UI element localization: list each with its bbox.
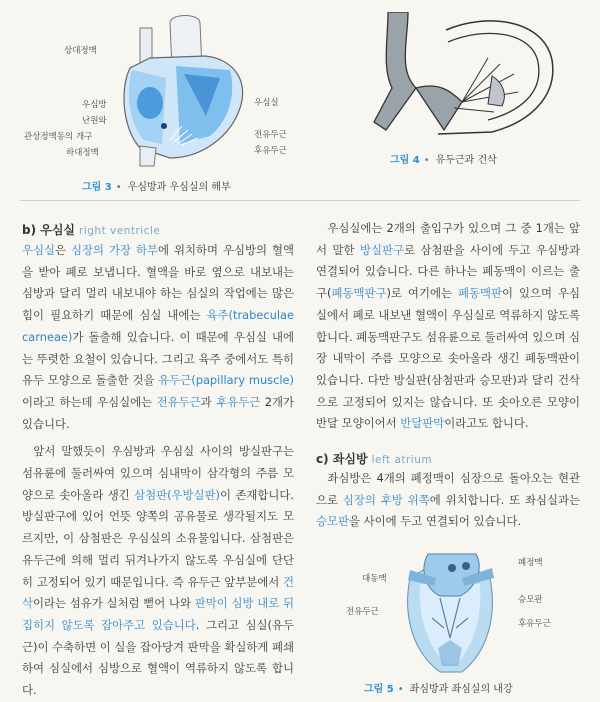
fig5-caption — [364, 680, 513, 695]
right-column-text — [316, 218, 580, 435]
caption-bullet-icon: • — [397, 684, 404, 695]
highlight-term: 폐동맥판구 — [331, 286, 387, 301]
fig5-label-ap: 전유두근 — [346, 607, 379, 617]
text-run: 이라고 하는데 우심실에는 — [22, 394, 157, 409]
highlight-term: 건삭 — [22, 574, 294, 611]
highlight-term: 심장의 후방 위쪽 — [342, 492, 430, 507]
figure-4-papillary-muscle — [368, 12, 558, 140]
text-run: 좌심방은 4개의 폐정맥이 심장으로 돌아오는 현관으로 — [316, 471, 580, 507]
figure-5-left-heart — [400, 548, 500, 676]
text-run: 에 위치하며 우심방의 혈액을 받아 폐로 보냅니다. 혈액을 바로 옆으로 내보내는 심방과 달리 멀리 내보내야 하는 심실의 작업에는 많은 힘이 필요하기 때문에 심실 내에는 — [22, 243, 295, 323]
fig4-caption — [390, 151, 497, 166]
fig4-caption-number: 그림 4 — [390, 155, 420, 166]
highlight-term: 판막이 심방 내로 뒤집히지 않도록 잡아주고 있습니다 — [22, 596, 294, 632]
section-c-heading — [316, 450, 432, 467]
highlight-term: 심장의 가장 하부 — [71, 243, 159, 257]
highlight-term: 반달판막 — [400, 416, 445, 431]
highlight-term: 삼첨판(우방실판) — [134, 487, 220, 502]
text-run: . 그리고 심실(유두근)이 수축하면 이 실을 잡아당겨 판막을 확실하게 폐쇄하여 심실에서 심방으로 혈액이 역류하지 않도록 합니다. — [22, 617, 294, 698]
text-run: )로 여기에는 — [386, 286, 458, 301]
text-run: 가 돌출해 있습니다. 이 때문에 우심실 내에는 뚜렷한 요철이 있습니다. 그리고 육주 중에서도 특히 유두 모양으로 돌출한 것을 — [22, 329, 294, 388]
text-run: 에 위치합니다. 또 좌심실과는 — [429, 492, 580, 507]
fig3-label-ra: 우심방 — [82, 100, 107, 110]
section-b-heading — [22, 221, 160, 238]
fig3-label-cs: 관상정맥동의 개구 — [24, 132, 93, 142]
fig3-caption-text: 우심방과 우심실의 해부 — [127, 182, 231, 193]
fig5-label-mv: 승모판 — [518, 595, 543, 605]
left-column-text — [22, 240, 294, 702]
fig3-label-svc: 상대정맥 — [64, 46, 97, 56]
section-c-english: left atrium — [371, 454, 433, 466]
figure-3-heart-anatomy — [110, 8, 260, 168]
text-run: 우심실에는 2개의 출입구가 있으며 그 중 1개는 앞서 말한 — [316, 221, 580, 257]
fig5-caption-text: 좌심방과 좌심실의 내강 — [409, 684, 513, 695]
fig3-caption-number: 그림 3 — [82, 182, 112, 193]
text-run: 앞서 말했듯이 우심방과 우심실 사이의 방실판구는 섬유륜에 둘러싸여 있으며 심내막이 삼각형의 주름 모양으로 솟아올라 생긴 — [22, 444, 294, 502]
section-c-title: c) 좌심방 — [316, 452, 368, 466]
highlight-term: 후유두근 — [216, 394, 261, 409]
caption-bullet-icon: • — [115, 182, 122, 193]
text-run: 로 삼첨판을 사이에 두고 우심방과 연결되어 있습니다. 다른 하나는 폐동맥이 이르는 출구( — [316, 242, 580, 301]
right-column-text-2 — [316, 468, 580, 533]
right-paragraph-2 — [316, 468, 580, 533]
highlight-term: 방실판구 — [359, 242, 404, 257]
caption-bullet-icon: • — [423, 155, 430, 166]
fig5-caption-number: 그림 5 — [364, 684, 394, 695]
left-paragraph-1 — [22, 240, 294, 435]
highlight-term: 승모판 — [316, 514, 350, 529]
fig3-label-pp: 후유두근 — [254, 146, 287, 156]
top-divider — [20, 200, 580, 201]
section-b-title: b) 우심실 — [22, 223, 76, 237]
text-run: 은 — [55, 243, 72, 257]
fig3-label-ap: 전유두근 — [254, 130, 287, 140]
text-run: 2개가 있습니다. — [22, 394, 295, 431]
text-run: 과 — [200, 394, 217, 409]
highlight-term: 우심실 — [22, 243, 56, 257]
highlight-term: 폐동맥판 — [457, 286, 502, 301]
highlight-term: 육주(trabeculae carneae) — [22, 308, 294, 344]
highlight-term: 유두근(papillary muscle) — [158, 373, 294, 388]
text-run: 이 존재합니다. 방실판구에 있어 언뜻 양쪽의 공유물로 생각될지도 모르지만, 이 삼첨판은 우심실의 소유물입니다. 삼첨판은 유두근에 의해 멀리 뒤겨나가지 않도록 우심실에 단단히 고정되어 있기 때문입니다. 즉 유두근 앞부분에서 — [22, 487, 294, 589]
section-b-english: right ventricle — [79, 225, 161, 237]
text-run: 이라고도 합니다. — [444, 416, 529, 431]
text-run: 이 있으며 우심실에서 폐로 내보낸 혈액이 우심실로 역류하지 않도록 합니다. 폐동맥판구도 섬유륜으로 둘러싸여 있으며 심장 내막이 주름 모양으로 솟아올라 생긴 폐동맥판이 있습니다. 다만 방실판(삼첨판과 승모판)과 달리 건삭으로 고정되어 있지는 않습니다. 또 솟아오른 모양이 반달 모양이어서 — [316, 286, 580, 431]
fig5-label-ao: 대동맥 — [362, 574, 387, 584]
text-run: 이라는 섬유가 실처럼 뻗어 나와 — [33, 596, 195, 611]
fig3-label-ivc: 하대정맥 — [66, 148, 99, 158]
right-paragraph-1 — [316, 218, 580, 435]
fig3-caption — [82, 178, 231, 193]
fig3-label-rv: 우심실 — [254, 98, 279, 108]
left-paragraph-2 — [22, 441, 294, 701]
fig3-label-fo: 난원와 — [82, 116, 107, 126]
fig4-caption-text: 유두근과 건삭 — [435, 155, 497, 166]
fig5-label-pp: 후유두근 — [518, 619, 551, 629]
text-run: 을 사이에 두고 연결되어 있습니다. — [349, 514, 522, 529]
highlight-term: 전유두근 — [156, 394, 201, 409]
fig5-label-pv: 폐정맥 — [518, 558, 543, 568]
